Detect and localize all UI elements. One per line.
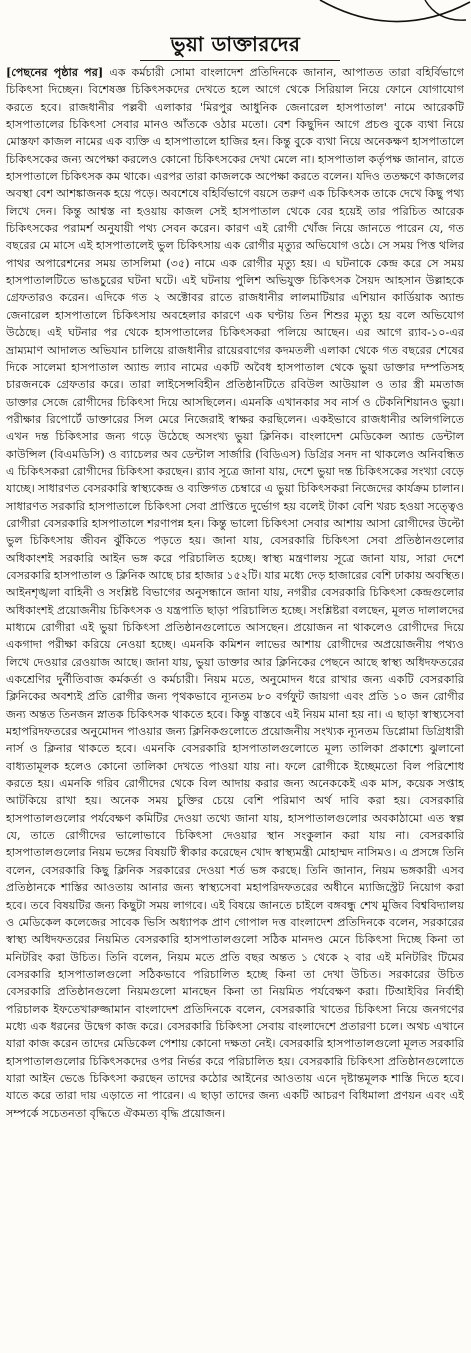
headline-divider — [140, 60, 340, 61]
article-headline: ভুয়া ডাক্তারদের — [170, 32, 301, 56]
continuation-marker: [পেছনের পৃষ্ঠার পর] — [6, 65, 110, 79]
article-text: এক কর্মচারী সোমা বাংলাদেশ প্রতিদিনকে জানান, আপাতত তারা বহির্বিভাগে চিকিৎসা দিচ্ছেন। বিশেষজ্ঞ চিকিৎসকদের দেখতে হলে আগে থেকে সিরিয়াল নিয়ে ফোনে যোগাযোগ করতে হবে। রাজধানীর পল্লবী এলাকার 'মিরপুর আধুনিক জেনারেল হাসপাতাল' নামে আরেকটি হাসপাতালের চিকিৎসা সেবার মানও আঁতকে ওঠার মতো। বেশ কিছুদিন আগে প্রচণ্ড বুকে ব্যথা নিয়ে মোস্তফা কাজল নামের এক ব্যক্তি এ হাসপাতালে হাজির হন। কিন্তু বুকে ব্যথা নিয়ে অনেকক্ষণ হাসপাতালে চিকিৎসকের জন্য অপেক্ষা করলেও কোনো চিকিৎসকের দেখা মেলে না। হাসপাতাল কর্তৃপক্ষ জানান, রাতে হাসপাতালে চিকিৎসক কম থাকে। এরপর তারা কাজলকে অপেক্ষা করতে বলেন। যদিও ততক্ষণে কাজলের অবস্থা বেশ আশঙ্কাজনক হয়ে পড়ে। অবশেষে বহির্বিভাগে বয়সে তরুণ এক চিকিৎসক তাকে দেখে কিছু পথ্য লিখে দেন। কিন্তু আশ্বস্ত না হওয়ায় কাজল সেই হাসপাতাল থেকে বের হয়েই তার পরিচিত আরেক চিকিৎসকের পরামর্শ অনুযায়ী পথ্য সেবন করেন। কারণ এই রোগী খোঁজ নিয়ে জানতে পারেন যে, গত বছরের মে মাসে এই হাসপাতালেই ভুল চিকিৎসায় এক রোগীর মৃত্যুর অভিযোগ ওঠে। সে সময় পিত্ত থলির পাথর অপারেশনের সময় তাসলিমা (৩৫) নামে এক রোগীর মৃত্যু হয়। এ ঘটনাকে কেন্দ্র করে সে সময় হাসপাতালটিতে ভাঙচুরের ঘটনা ঘটে। এই ঘটনায় পুলিশ অভিযুক্ত চিকিৎসক সৈয়দ আহসান উল্লাহকে গ্রেফতারও করেন। এদিকে গত ২ অক্টোবর রাতে রাজধানীর লালমাটিয়ার এশিয়ান কার্ডিয়াক অ্যান্ড জেনারেল হাসপাতালে চিকিৎসায় অবহেলার কারণে এক ঘণ্টায় তিন শিশুর মৃত্যু হয় বলে অভিযোগ উঠেছে। এই ঘটনার পর থেকে হাসপাতালের চিকিৎসকরা পলিয়ে আছেন। এর আগে র‌্যাব-১০-এর ভ্রাম্যমাণ আদালত অভিযান চালিয়ে রাজধানীর রায়েরবাগের কদমতলী এলাকা থেকে গত বছরের শেষের দিকে সালেমা হাসপাতাল অ্যান্ড ল্যাব নামের একটি অবৈধ হাসপাতাল থেকে ভুয়া ডাক্তার দম্পতিসহ চারজনকে গ্রেফতার করে। তারা লাইসেন্সবিহীন প্রতিষ্ঠানটিতে রবিউল আউয়াল ও তার স্ত্রী মমতাজ ডাক্তার সেজে রোগীদের চিকিৎসা দিয়ে আসছিলেন। এমনকি এখানকার সব নার্স ও টেকনিশিয়ানও ভুয়া। পরীক্ষার রিপোর্টে ডাক্তারের সিল মেরে নিজেরাই স্বাক্ষর করছিলেন। একইভাবে রাজধানীর অলিগলিতে এখন দন্ত চিকিৎসার জন্য গড়ে উঠেছে অসংখ্য ভুয়া ক্লিনিক। বাংলাদেশ মেডিকেল অ্যান্ড ডেন্টাল কাউন্সিল (বিএমডিসি) ও ব্যাচেলর অব ডেন্টাল সার্জারি (বিডিএস) ডিগ্রির সনদ না থাকলেও অনিবন্ধিত এ চিকিৎসকরা রোগীদের চিকিৎসা করছেন। র‌্যাব সূত্রে জানা যায়, দেশে ভুয়া দন্ত চিকিৎসকের সংখ্যা বেড়ে যাচ্ছে। সাধারণত বেসরকারি স্বাস্থ্যকেন্দ্র ও ব্যক্তিগত চেম্বারে এ ভুয়া চিকিৎসকরা নিজেদের কার্যক্রম চালান। সাধারণত সরকারি হাসপাতালে চিকিৎসা সেবা প্রাপ্তিতে দুর্ভোগ হয় বলেই টাকা বেশি খরচ হওয়া সত্ত্বেও রোগীরা বেসরকারি হাসপাতালে শরণাপন্ন হন। কিন্তু ভালো চিকিৎসা সেবার আশায় আসা রোগীদের উল্টো ভুল চিকিৎসায় জীবন ঝুঁকিতে পড়তে হয়। জানা যায়, বেসরকারি চিকিৎসা সেবা প্রতিষ্ঠানগুলোর অধিকাংশই সরকারি আইন ভঙ্গ করে পরিচালিত হচ্ছে। স্বাস্থ্য মন্ত্রণালয় সূত্রে জানা যায়, সারা দেশে বেসরকারি হাসপাতাল ও ক্লিনিক আছে চার হাজার ১৫২টি। যার মধ্যে দেড় হাজারের বেশি ঢাকায় অবস্থিত। আইনশৃঙ্খলা বাহিনী ও সংশ্লিষ্ট বিভাগের অনুসন্ধানে জানা যায়, নগরীর বেসরকারি চিকিৎসা কেন্দ্রগুলোর অধিকাংশই প্রয়োজনীয় চিকিৎসক ও যন্ত্রপাতি ছাড়া পরিচালিত হচ্ছে। সংশ্লিষ্টরা বলছেন, মূলত দালালদের মাধ্যমে রোগীরা এই ভুয়া চিকিৎসা প্রতিষ্ঠানগুলোতে আসছেন। প্রয়োজন না থাকলেও রোগীদের দিয়ে একগাদা পরীক্ষা করিয়ে নেওয়া হচ্ছে। এমনকি কমিশন লাভের আশায় রোগীদের অপ্রয়োজনীয় পথ্যও লিখে দেওয়ার রেওয়াজ আছে। জানা যায়, ভুয়া ডাক্তার আর ক্লিনিকের পেছনে আছে স্বাস্থ্য অধিদফতরের একশ্রেণির দুর্নীতিবাজ কর্মকর্তা ও কর্মচারী। নিয়ম মতে, অনুমোদন ধরে রাখার জন্য একটি বেসরকারি ক্লিনিকের অবশ্যই প্রতি রোগীর জন্য পৃথকভাবে ন্যূনতম ৮০ বর্গফুট জায়গা এবং প্রতি ১০ জন রোগীর জন্য অন্তত তিনজন স্নাতক চিকিৎসক থাকতে হবে। কিন্তু বাস্তবে এই নিয়ম মানা হয় না। এ ছাড়া স্বাস্থ্যসেবা মহাপরিদফতরের অনুমোদন পাওয়ার জন্য ক্লিনিকগুলোতে প্রয়োজনীয় সংখ্যক ন্যূনতম ডিপ্লোমা ডিগ্রিধারী নার্স ও ক্লিনার থাকতে হবে। এমনকি বেসরকারি হাসপাতালগুলোতে মূল্য তালিকা প্রকাশ্যে ঝুলানো বাধ্যতামূলক হলেও কোনো তালিকা দেখতে পাওয়া যায় না। ফলে রোগীকে ইচ্ছেমতো বিল পরিশোধ করতে হয়। এমনকি গরিব রোগীদের থেকে বিল আদায় করার জন্য অনেককেই এক মাস, কয়েক সপ্তাহ আটকিয়ে রাখা হয়। অনেক সময় চুক্তির চেয়ে বেশি পরিমাণ অর্থ দাবি করা হয়। বেসরকারি হাসপাতালগুলোর পর্যবেক্ষণ কমিটির দেওয়া তথ্যে জানা যায়, হাসপাতালগুলোর অবকাঠামো এত স্বল্প যে, তাতে রোগীদের ভালোভাবে চিকিৎসা দেওয়ার স্থান সংকুলান করা যায় না। বেসরকারি হাসপাতালগুলোর নিয়ম ভঙ্গের বিষয়টি স্বীকার করেছেন খোদ স্বাস্থ্যমন্ত্রী মোহাম্মদ নাসিমও। এ প্রসঙ্গে তিনি বলেন, বেসরকারি কিছু ক্লিনিক সরকারের দেওয়া শর্ত ভঙ্গ করছে। তিনি জানান, নিয়ম ভঙ্গকারী এসব প্রতিষ্ঠানকে শাস্তির আওতায় আনার জন্য স্বাস্থ্যসেবা মহাপরিদফতরের অধীনে ম্যাজিস্ট্রেট নিয়োগ করা হবে। তবে বিষয়টির জন্য কিছুটা সময় লাগবে। এই বিষয়ে জানতে চাইলে বঙ্গবন্ধু শেখ মুজিব বিশ্ববিদ্যালয় ও মেডিকেল কলেজের সাবেক ভিসি অধ্যাপক প্রাণ গোপাল দত্ত বাংলাদেশ প্রতিদিনকে বলেন, সরকারের স্বাস্থ্য অধিদফতরের নিয়মিত বেসরকারি হাসপাতালগুলো সঠিক মানদণ্ড মেনে চিকিৎসা দিচ্ছে কিনা তা মনিটরিং করা উচিত। তিনি বলেন, নিয়ম মতে প্রতি বছর অন্তত ১ থেকে ২ বার এই মনিটরিং টিমের বেসরকারি হাসপাতালগুলো সঠিকভাবে পরিচালিত হচ্ছে কিনা তা দেখা উচিত। সরকারের উচিত বেসরকারি প্রতিষ্ঠানগুলো নিয়মগুলো মানছেন কিনা তা নিয়মিত পর্যবেক্ষণ করা। টিআইবির নির্বাহী পরিচালক ইফতেখারুজ্জামান বাংলাদেশ প্রতিদিনকে বলেন, বেসরকারি খাতের চিকিৎসা নিয়ে জনগণের মধ্যে এক ধরনের উদ্বেগ কাজ করে। বেসরকারি চিকিৎসা সেবায় বাংলাদেশে প্রতারণা চলে। অথচ এখানে যারা কাজ করেন তাদের মেডিকেল পেশায় কোনো দক্ষতা নেই। বেসরকারি হাসপাতালগুলো মূলত সরকারি হাসপাতালগুলোর চিকিৎসকদের ওপর নির্ভর করে পরিচালিত হয়। বেসরকারি চিকিৎসা প্রতিষ্ঠানগুলোতে যারা আইন ভেঙে চিকিৎসা করছেন তাদের কঠোর আইনের আওতায় এনে দৃষ্টান্তমূলক শাস্তি দিতে হবে। যাতে করে তারা দায় এড়াতে না পারেন। এ ছাড়া তাদের জন্য একটি আচরণ বিধিমালা প্রণয়ন এবং এই সম্পর্কে সচেতনতা বৃদ্ধিতে ঐকমত্য বৃদ্ধি প্রয়োজন। — [6, 66, 464, 1120]
article-body — [6, 64, 464, 1347]
